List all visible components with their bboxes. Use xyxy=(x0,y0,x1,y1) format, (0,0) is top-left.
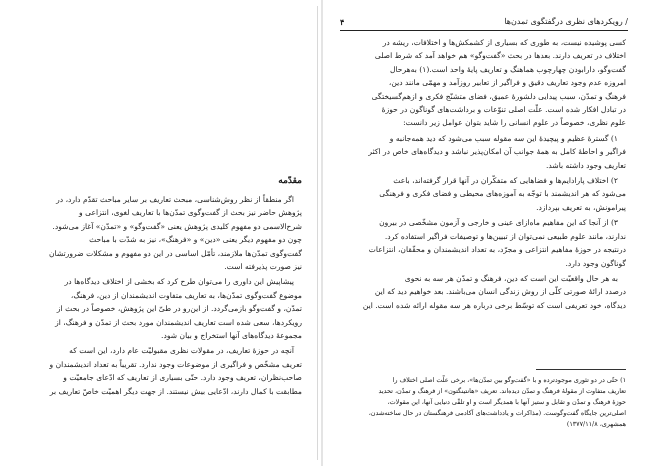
text-line: ۳) از آنجا که این مفاهیم ماه‌ازای عینی و خارجی و آزمون مشخّصی در بیرون xyxy=(379,218,618,228)
text-line: درصدد ارائهٔ صورتی کلّی از روش زندگی انسان می‌باشند. بعد خواهیم دید که این xyxy=(374,287,626,297)
text-line: گفت‌وگو، دارابودن چهارچوب هماهنگ و تعاریف پایهٔ واحد است.(۱) به‌هرحال xyxy=(389,64,626,74)
paragraph xyxy=(342,36,626,130)
text-line: موضوع گفت‌وگوی تمدّن‌ها، به تعاریف متفاوت اندیشمندان از دین، فرهنگ، xyxy=(70,290,302,300)
paragraph xyxy=(20,344,302,398)
numbered-paragraph xyxy=(342,174,626,214)
book-gutter xyxy=(321,0,323,466)
text-line: نیز صورت پذیرفته است. xyxy=(224,262,302,272)
text-line: تعاریف وجود داشته باشد. xyxy=(545,160,626,170)
text-line: صاحب‌نظران، تعریف وجود دارد. حتّی بسیاری از تعاریف که ادّعای جامعیّت و xyxy=(63,373,302,383)
text-line: فرهنگ و تمدّن، سبب پیدایی دلشورهٔ عمیق، فضای متشنّج فکری و ازهم‌گسیختگی xyxy=(371,91,626,101)
paragraph xyxy=(342,272,626,312)
text-line: اگر منطقاً از نظر روش‌شناسی، مبحث تعاریف بر سایر مباحث تقدّم دارد، در xyxy=(56,195,294,204)
right-page-body xyxy=(342,36,626,314)
text-line: چون دو مفهوم دیگر یعنی «دین» و «فرهنگ»، نیز به شدّت با مباحث xyxy=(89,235,302,245)
text-line: امروزه عدم وجود تعاریف دقیق و فراگیر از تعابیر روزآمد و مهمّی مانند دین، xyxy=(388,78,626,88)
text-line: فراگیر و احاطهٔ کامل به همهٔ جوانب آن امکان‌پذیر نباشد و دیدگاه‌های خاص در اکثر xyxy=(368,147,626,157)
text-line: گوناگون وجود دارد. xyxy=(565,258,626,268)
text-line: اختلاف در تعریف دارند. بعدها در بحث «گفت‌وگو» هم خواهد آمد که شرط اصلی xyxy=(374,51,626,61)
footnote-line: اصلی‌ترین جایگاه گفت‌وگوست. (مذاکرات و یادداشت‌های آکادمی فرهنگستان در حال ساخته‌شدن، xyxy=(368,409,626,417)
text-line: گفت‌وگوی تمدّن‌ها ملازمند، تأمّل اساسی در این دو مفهوم و مشکلات ضرورتشان xyxy=(48,248,302,258)
text-line: به هر حال واقعیّت این است که دین، فرهنگ و تمدّن هر سه به نحوی xyxy=(404,273,618,283)
footnote-divider xyxy=(536,369,626,370)
text-line: ۱) گسترهٔ عظیم و پیچیدهٔ این سه مقوله سبب می‌شود که دید همه‌جانبه و xyxy=(389,133,618,143)
text-line: ۲) اختلاف پارادایم‌ها و فضاهایی که متفکّران در آنها قرار گرفته‌اند، باعث xyxy=(393,176,618,186)
running-title: / رویکردهای نظری درگفتگوی تمدن‌ها xyxy=(504,17,628,26)
text-line: تعریف مشخّص و فراگیری از موضوعات وجود ندارد. تقریباً به تعداد اندیشمندان و xyxy=(49,359,302,369)
text-line: دیدگاه، خود تعریفی است که توسّط برخی درباره هر سه مقوله ارائه شده است. این xyxy=(362,300,626,310)
numbered-paragraph xyxy=(342,216,626,270)
text-line: شرح‌الاسمی دو مفهوم کلیدی پژوهش یعنی «گفت‌وگو» و «تمدّن» آغاز می‌شود. xyxy=(52,221,302,231)
text-line: پیشاپیش این داوری را می‌توان طرح کرد که بخشی از اختلاف دیدگاه‌ها در xyxy=(64,277,294,287)
text-line: مجموعهٔ دیدگاه‌های آنها استخراج و بیان شود. xyxy=(161,331,302,341)
footnote-line: حوزهٔ فرهنگ و تمدّن و تقابل و ستیز آنها با همدیگر است و او تلقّی دنیایی آنها، این مقولات، xyxy=(387,398,626,406)
text-line: تمدّن، و گفت‌وگو بازمی‌گردد. از این‌رو در طیّ این پژوهش، خصوصاً در بحث از xyxy=(56,304,302,314)
text-line: در تبادل افکار شده است. علّت اصلی تنوّعات و برداشت‌های گوناگون در حوزهٔ xyxy=(381,105,626,115)
text-line: علوم نظری، خصوصاً در علوم انسانی را شاید بتوان عوامل زیر دانست: xyxy=(403,118,626,128)
left-page xyxy=(4,6,318,460)
footnote-line: همشهری، ۱۳۷۷/۱۱/۸) xyxy=(566,420,626,428)
page-number: ۴ xyxy=(340,17,345,27)
paragraph xyxy=(20,193,302,273)
text-line: پژوهش حاضر نیز بحث از گفت‌وگوی تمدّن‌ها با تعاریف لغوی، انتزاعی و xyxy=(79,208,302,218)
running-header xyxy=(340,16,628,31)
text-line: ندارند، مانند علوم طبیعی نمی‌توان از تبیین‌ها و توصیفات فراگیر استفاده کرد. xyxy=(384,231,626,241)
footnote-line: تعاریف متفاوت از مقولهٔ فرهنگ و تمدّن دیده‌اند. تعریف «هانتینگتون» از فرهنگ و تمدّن، تحدید xyxy=(378,387,626,395)
numbered-paragraph xyxy=(342,132,626,172)
text-line: آنچه در حوزهٔ تعاریف، در مقولات نظری مقبولیّت عام دارد، این است که xyxy=(69,346,294,356)
paragraph xyxy=(20,275,302,342)
text-line: پیرامونش، به تعریف بپردازد. xyxy=(536,202,626,212)
text-line: می‌شود که هر اندیشمند با توجّه به آموزه‌های محیطی و فضای فکری و فرهنگی xyxy=(379,189,626,199)
text-line: درنتیجه در حوزهٔ مفاهیم انتزاعی و مجرّد، به تعداد اندیشمندان و محقّقان، انتزاعات xyxy=(368,245,626,255)
text-line: رویکردها، سعی شده است تعاریف اندیشمندان مورد بحث از تمدّن و فرهنگ، از xyxy=(55,317,302,327)
footnote xyxy=(342,375,626,430)
footnote-line: ۱) حتّی در دو تئوری موجودترده و با «گفت‌وگو بین تمدّن‌ها»، برخی علّت اصلی اختلاف را xyxy=(392,376,626,384)
text-line: مطابقت با کمال دارند، ادّعایی بیش نیستند. از جهت دیگر اهمیّت خاصّ تعاریف بر xyxy=(49,386,302,396)
right-page xyxy=(326,6,642,460)
left-page-body xyxy=(20,193,302,400)
text-line: کسی پوشیده نیست، به طوری که بسیاری از کشمکش‌ها و اختلافات، ریشه در xyxy=(382,38,626,47)
section-title: مقدّمه xyxy=(278,176,302,186)
